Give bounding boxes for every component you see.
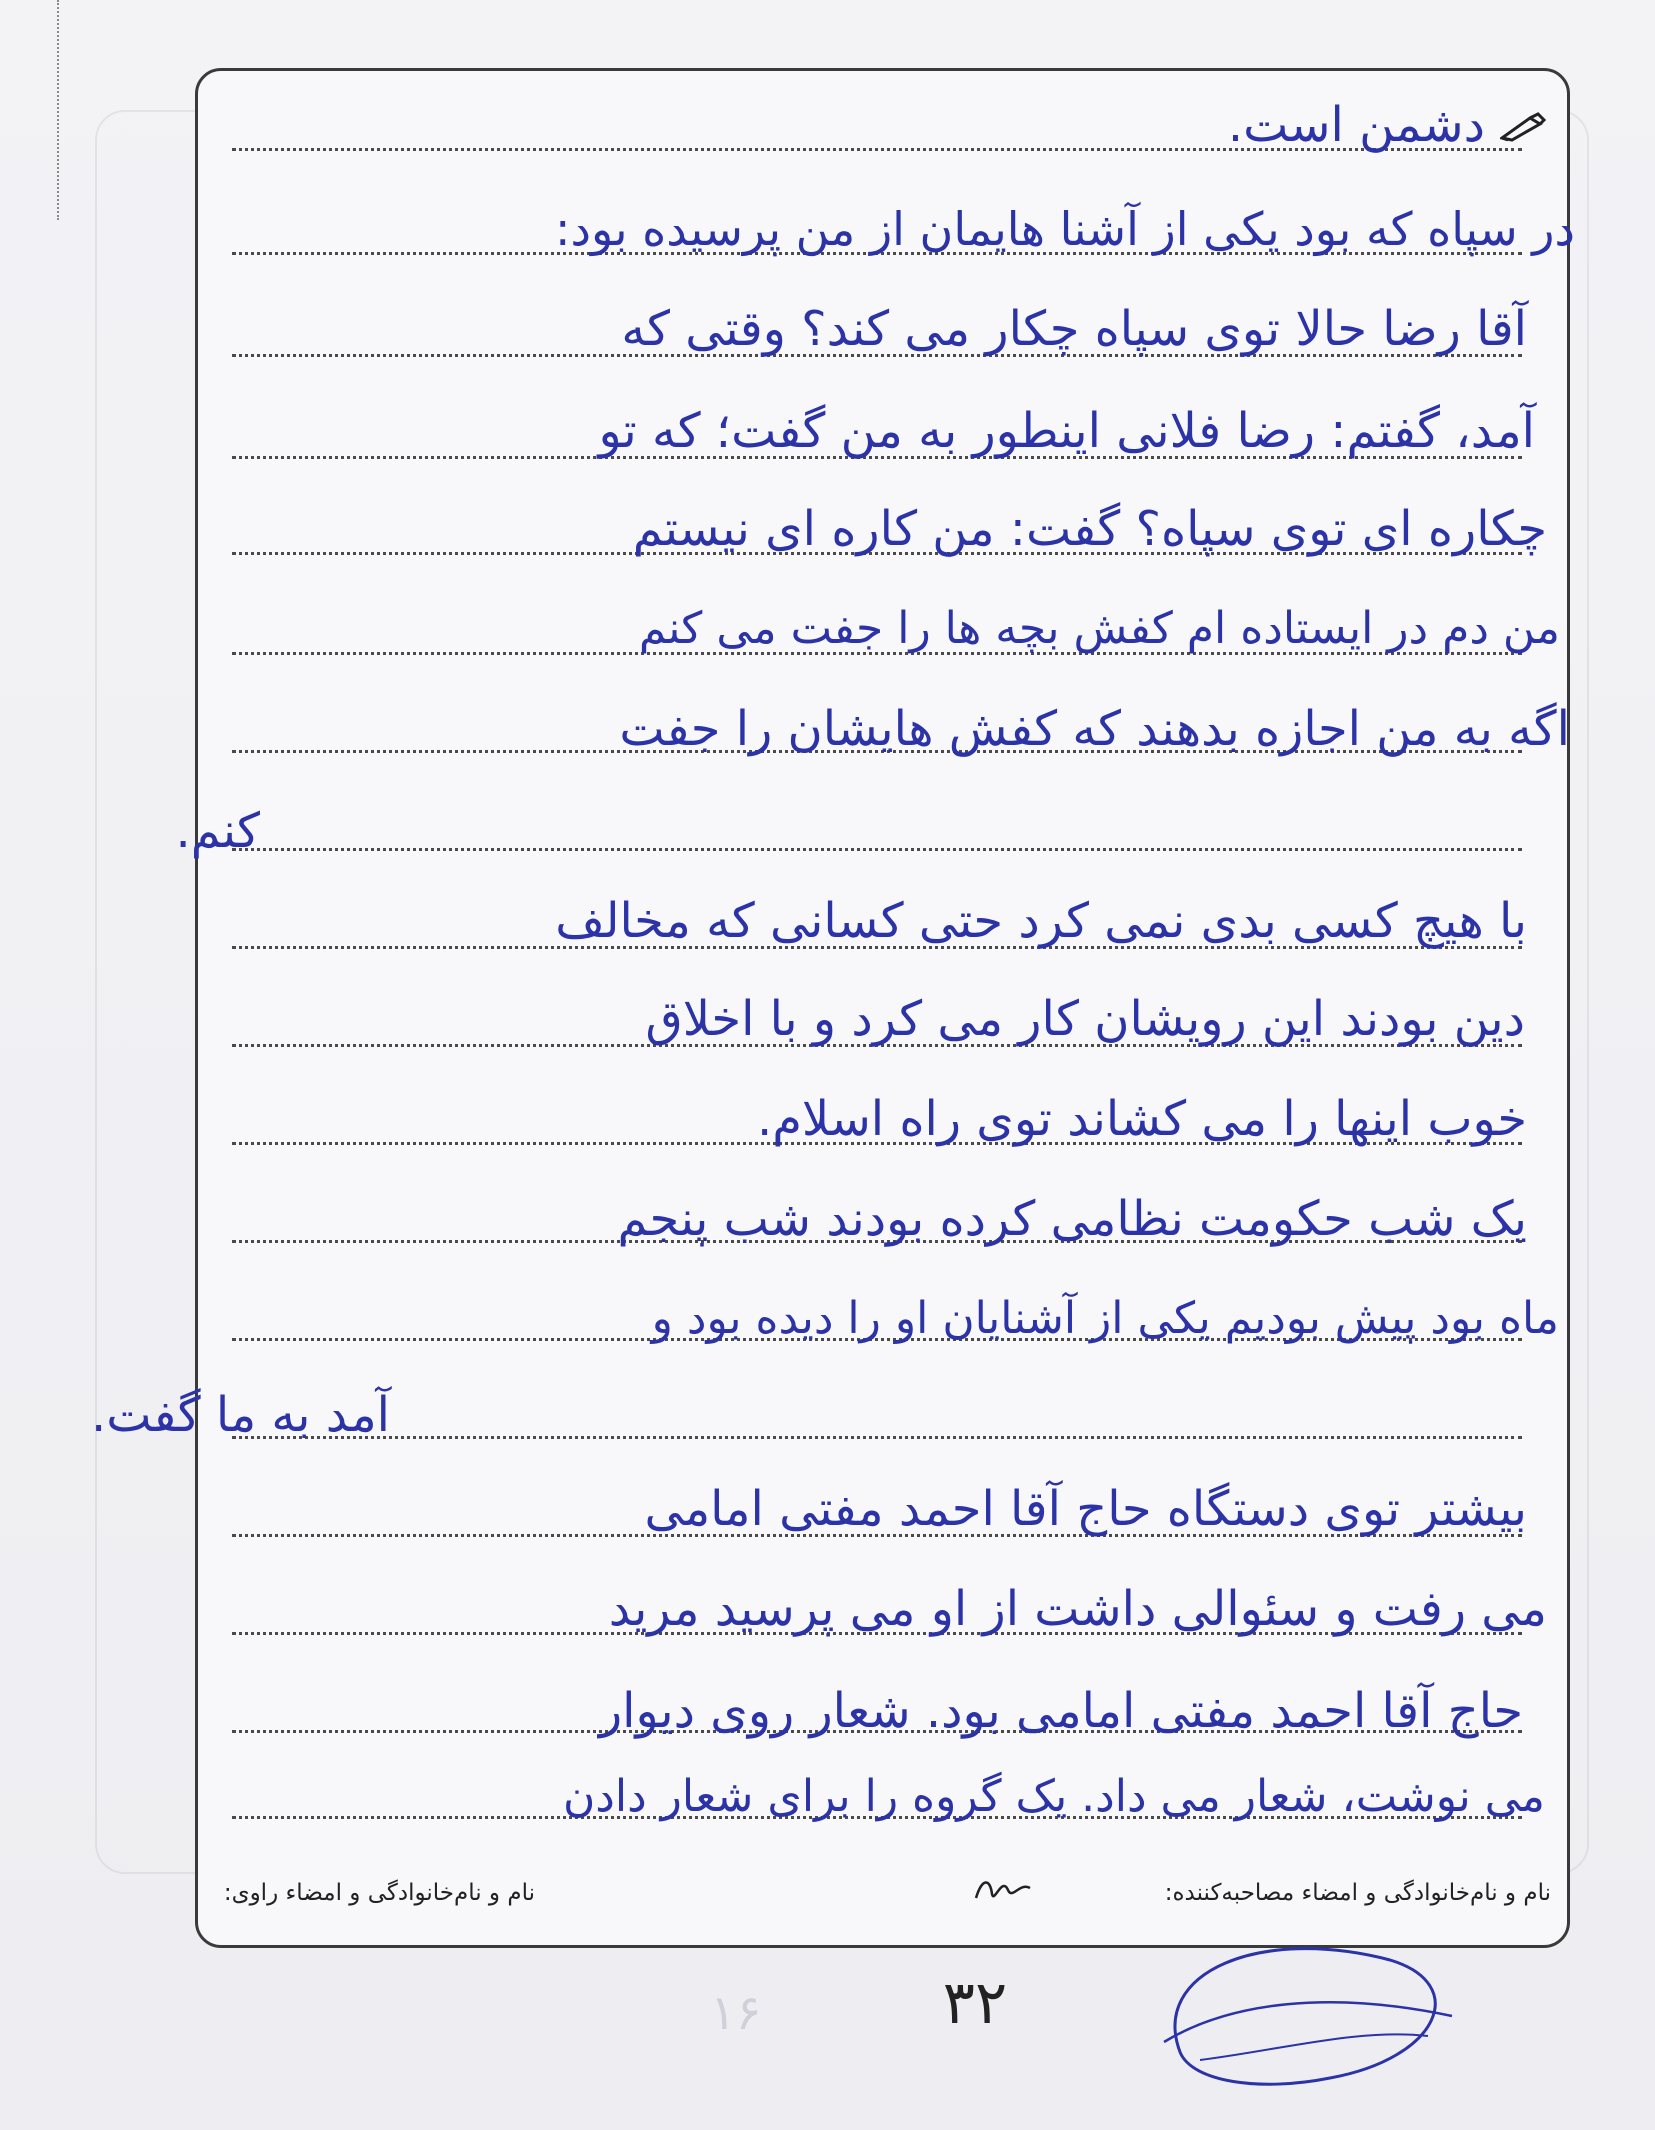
handwritten-line: یک شب حکومت نظامی کرده بودند شب پنجم	[617, 1191, 1527, 1247]
interviewer-signature	[968, 1868, 1038, 1912]
handwritten-line: می رفت و سئوالی داشت از او می پرسید مرید	[608, 1581, 1547, 1637]
handwritten-line: با هیچ کسی بدی نمی کرد حتی کسانی که مخالف	[555, 893, 1527, 949]
handwritten-line: من دم در ایستاده ام کفش بچه ها را جفت می کنم	[638, 603, 1560, 654]
page-number: ۳۲	[942, 1968, 1008, 2038]
handwritten-line: کنم.	[175, 803, 260, 859]
handwritten-line: اگه به من اجازه بدهند که کفش هایشان را جفت	[619, 701, 1570, 757]
handwritten-line: خوب اینها را می کشاند توی راه اسلام.	[756, 1091, 1527, 1147]
narrator-signature	[1140, 1932, 1460, 2102]
handwritten-line: دشمن است.	[1227, 97, 1485, 153]
handwritten-line: آقا رضا حالا توی سپاه چکار می کند؟ وقتی که	[621, 301, 1527, 357]
handwritten-line: بیشتر توی دستگاه حاج آقا احمد مفتی امامی	[644, 1481, 1527, 1537]
writing-rule	[232, 1436, 1522, 1439]
handwritten-line: آمد، گفتم: رضا فلانی اینطور به من گفت؛ که تو	[598, 403, 1535, 459]
handwritten-line: می نوشت، شعار می داد. یک گروه را برای شعار دادن	[562, 1771, 1545, 1822]
narrator-signature-label: نام و نام‌خانوادگی و امضاء راوی:	[223, 1880, 535, 1906]
writing-rule	[232, 848, 1522, 851]
margin-dotted-rule	[57, 0, 59, 220]
handwritten-line: آمد به ما گفت.	[91, 1387, 390, 1443]
handwritten-line: حاج آقا احمد مفتی امامی بود. شعار روی دیوار	[598, 1683, 1523, 1739]
pen-icon	[1500, 112, 1546, 142]
bleed-through-number: ۱۶	[710, 1985, 762, 2041]
handwritten-line: ماه بود پیش بودیم یکی از آشنایان او را دیده بود و	[651, 1293, 1559, 1344]
handwritten-line: چکاره ای توی سپاه؟ گفت: من کاره ای نیستم	[632, 501, 1547, 557]
interviewer-signature-label: نام و نام‌خانوادگی و امضاء مصاحبه‌کننده:	[1164, 1880, 1551, 1906]
handwritten-line: دین بودند این رویشان کار می کرد و با اخلاق	[645, 991, 1525, 1047]
handwritten-line: در سپاه که بود یکی از آشنا هایمان از من پرسیده بود:	[555, 202, 1575, 256]
